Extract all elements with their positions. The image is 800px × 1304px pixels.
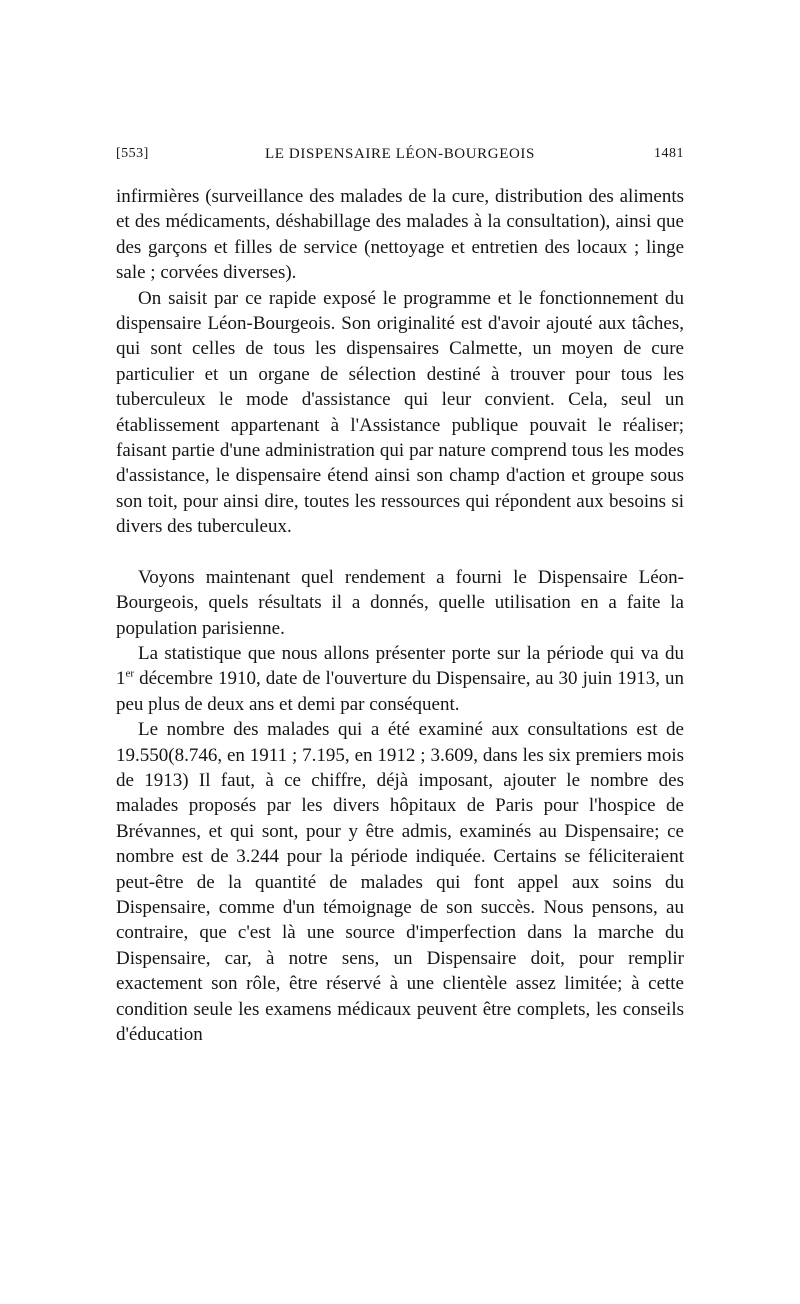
paragraph: Voyons maintenant quel rendement a fourni le Dispensaire Léon-Bourgeois, quels résultats il a donnés, quelle utilisation en a faite la population parisienne. <box>116 566 684 639</box>
page-number: 1481 <box>654 146 684 161</box>
paragraph: Le nombre des malades qui a été examiné aux consultations est de 19.550(8.746, en 1911 ; 7.195, en 1912 ; 3.609, dans les six premiers mois de 1913) Il faut, à ce chiffre, déjà imposant, ajouter le nombre des malades proposés par les divers hôpitaux de Paris pour l'hospice de Brévannes, et qui sont, pour y être admis, examinés au Dispensaire; ce nombre est de 3.244 pour la période indiquée. Certains se féliciteraient peut-être de la quantité de malades qui font appel aux soins du Dispensaire, comme d'un témoignage de son succès. Nous pensons, au contraire, que c'est là une source d'imperfection dans la marche du Dispensaire, car, à notre sens, un Dispensaire doit, pour remplir exactement son rôle, être réservé à une clientèle assez limitée; à cette condition seule les examens médicaux peuvent être complets, les conseils d'éducation <box>116 719 684 1045</box>
running-header <box>116 140 684 170</box>
paragraph: On saisit par ce rapide exposé le programme et le fonctionnement du dispensaire Léon-Bourgeois. Son originalité est d'avoir ajouté aux tâches, qui sont celles de tous les dispensaires Calmette, un moyen de cure particulier et un organe de sélection destiné à trouver pour tous les tuberculeux le mode d'assistance qui leur convient. Cela, seul un établissement appartenant à l'Assistance publique pouvait le réaliser; faisant partie d'une administration qui par nature comprend tous les modes d'assistance, le dispensaire étend ainsi son champ d'action et groupe sous son toit, pour ainsi dire, toutes les ressources qui répondent aux besoins si divers des tuberculeux. <box>116 287 684 538</box>
page-reference: [553] <box>116 146 149 161</box>
paragraph-text: décembre 1910, date de l'ouverture du Dispensaire, au 30 juin 1913, un peu plus de deux ans et demi par conséquent. <box>116 668 684 715</box>
paragraph-text: La statistique que nous allons présenter porte sur la période qui va du 1 <box>116 642 684 690</box>
book-page <box>116 140 684 1047</box>
superscript: er <box>125 667 135 680</box>
paragraph <box>116 641 684 717</box>
body-text <box>116 184 684 1047</box>
paragraph-continuation: infirmières (surveillance des malades de la cure, distribution des aliments et des médicaments, déshabillage des malades à la consultation), ainsi que des garçons et filles de service (nettoyage et entretien des locaux ; linge sale ; corvées diverses). <box>116 186 684 284</box>
running-title: LE DISPENSAIRE LÉON-BOURGEOIS <box>265 146 535 162</box>
